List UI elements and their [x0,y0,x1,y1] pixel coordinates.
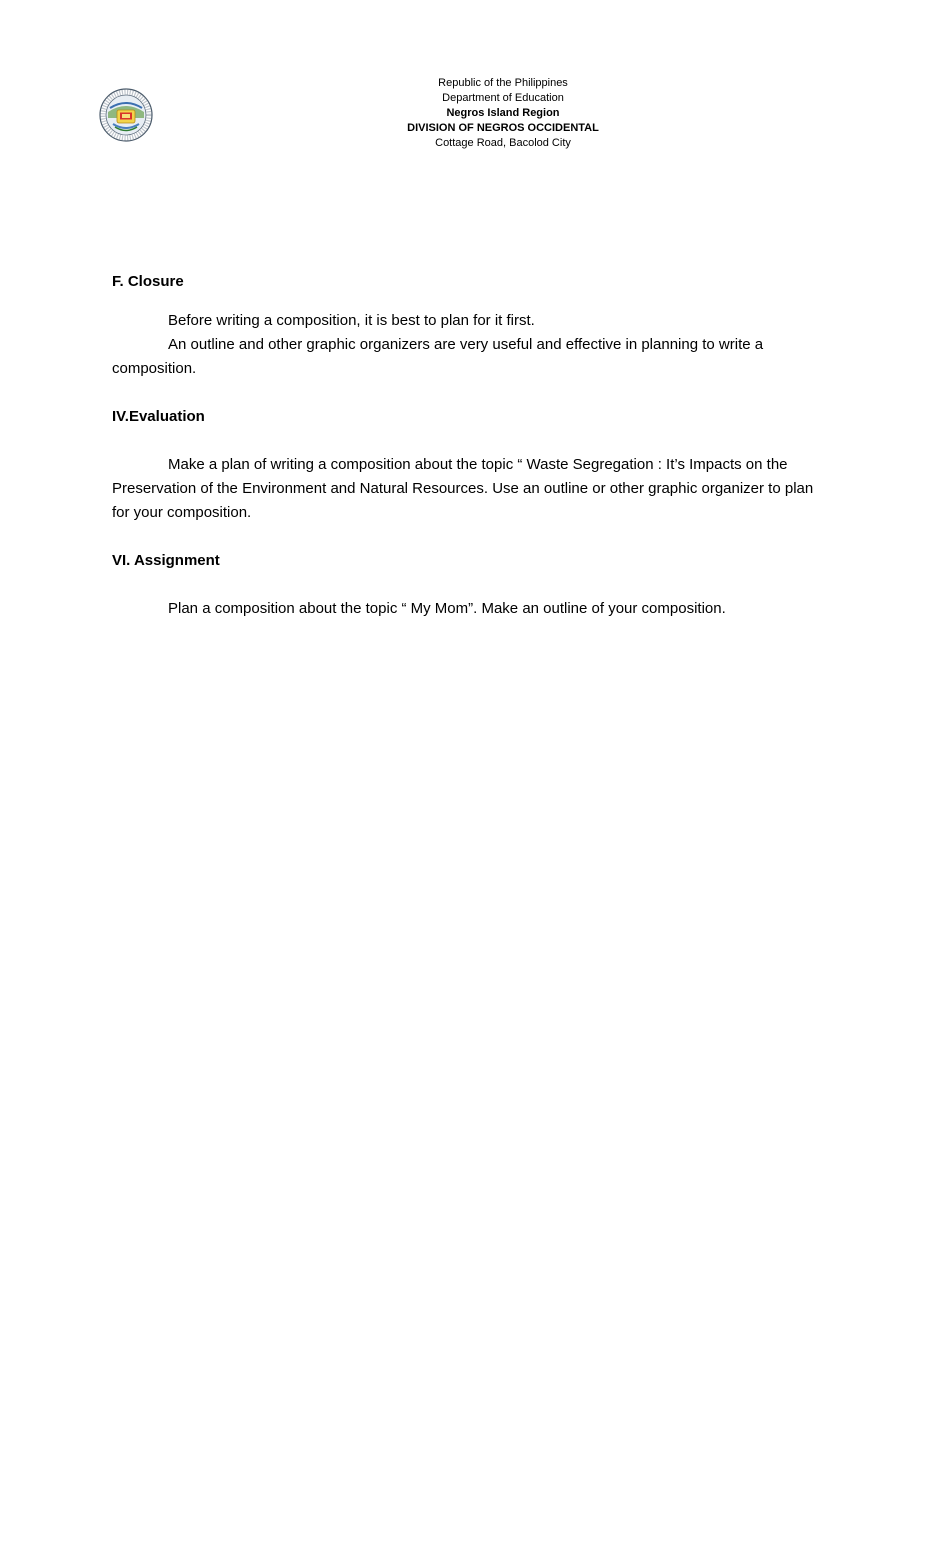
assignment-heading: VI. Assignment [112,552,220,569]
seal-icon [99,88,153,142]
division-seal-logo [99,88,153,142]
closure-paragraph-1: Before writing a composition, it is best to plan for it first. [168,312,535,329]
assignment-paragraph: Plan a composition about the topic “ My Mom”. Make an outline of your composition. [168,600,726,617]
header-country: Republic of the Philippines [438,77,568,89]
document-body [112,270,827,621]
header-region: Negros Island Region [446,107,560,119]
header-division: DIVISION OF NEGROS OCCIDENTAL [407,122,599,134]
evaluation-heading: IV.Evaluation [112,408,205,425]
header-address: Cottage Road, Bacolod City [435,137,571,149]
header-department: Department of Education [442,92,564,104]
closure-heading: F. Closure [112,273,184,290]
closure-paragraph-2: An outline and other graphic organizers are very useful and effective in planning to write a composition. [112,336,764,377]
document-header [353,76,653,151]
evaluation-paragraph: Make a plan of writing a composition about the topic “ Waste Segregation : It’s Impacts on the Preservation of the Environment and Natural Resources. Use an outline or other graphic organizer to plan for your composition. [112,456,814,521]
